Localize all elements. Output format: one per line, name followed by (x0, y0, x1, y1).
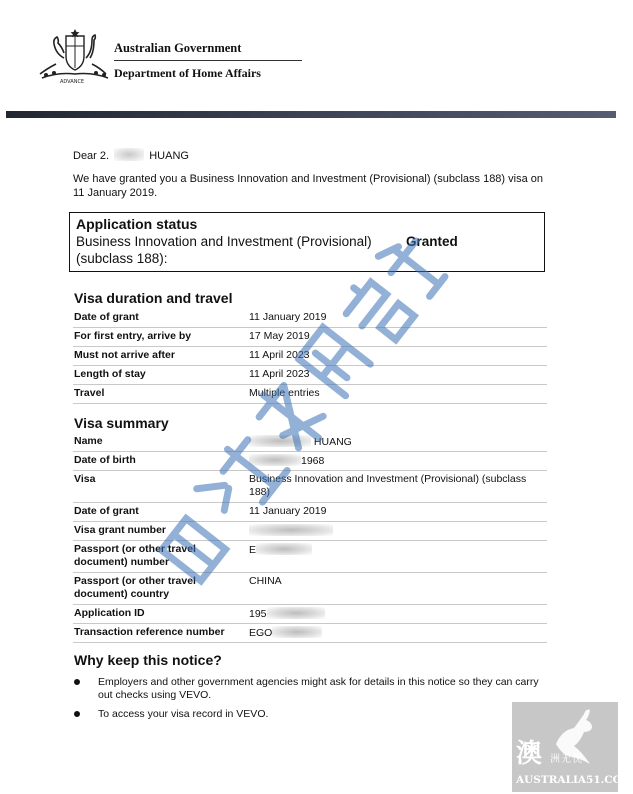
table-row (73, 541, 547, 573)
table-row (73, 328, 547, 347)
dob-value: 1968 (301, 455, 325, 467)
row-value (249, 607, 539, 621)
salutation-partial: 2. (99, 150, 110, 162)
svg-text:ADVANCE: ADVANCE (60, 79, 85, 85)
row-value (249, 626, 539, 640)
row-label: Date of grant (74, 505, 139, 517)
table-row (73, 433, 547, 452)
row-value: 11 April 2023 (249, 368, 310, 380)
government-name: Australian Government (114, 41, 242, 55)
list-item-text: Employers and other government agencies might ask for details in this notice so they can carry out checks using VEVO. (98, 676, 539, 701)
salutation-prefix: Dear (73, 150, 97, 162)
table-row (73, 452, 547, 471)
row-value (249, 543, 539, 557)
table-row (73, 503, 547, 522)
row-value: 11 January 2019 (249, 505, 327, 517)
coat-of-arms-icon (36, 28, 112, 84)
row-value: 11 April 2023 (249, 349, 310, 361)
bullet-icon (74, 679, 80, 685)
row-value: 17 May 2019 (249, 330, 310, 342)
row-value: Multiple entries (249, 387, 320, 399)
header-divider (114, 60, 302, 61)
letterhead (36, 28, 336, 90)
redacted-value (249, 435, 311, 447)
row-label: Length of stay (74, 368, 146, 380)
intro-paragraph: We have granted you a Business Innovation and Investment (Provisional) (subclass 188) visa on 11 January 2019. (73, 173, 543, 199)
redacted-value (249, 524, 333, 536)
row-label: Travel (74, 387, 105, 399)
redacted-value (267, 607, 325, 619)
table-row (73, 522, 547, 541)
why-keep-list (74, 676, 544, 727)
table-row (73, 573, 547, 605)
row-value (249, 524, 539, 538)
logo-site: AUSTRALIA51.COM (516, 774, 633, 786)
application-id-value: 195 (249, 608, 267, 620)
row-label: Name (74, 435, 103, 447)
logo-tagline: 洲无忧 (550, 754, 583, 765)
list-item (74, 676, 544, 702)
visa-duration-table (73, 309, 547, 404)
header-bar (6, 111, 616, 118)
visa-duration-title: Visa duration and travel (74, 290, 233, 306)
salutation-surname: HUANG (149, 150, 189, 162)
redacted-value (272, 626, 322, 638)
name-value: HUANG (313, 436, 352, 448)
row-value (249, 454, 539, 468)
table-row (73, 605, 547, 624)
bullet-icon (74, 711, 80, 717)
row-value (249, 435, 539, 449)
redacted-value (256, 543, 312, 555)
row-value: 11 January 2019 (249, 311, 327, 323)
application-status-box (69, 212, 545, 272)
row-label: Passport (or other travel document) country (74, 575, 196, 600)
redacted-value (249, 454, 301, 466)
row-label: Transaction reference number (74, 626, 225, 638)
visa-summary-title: Visa summary (74, 415, 169, 431)
row-label: Date of grant (74, 311, 139, 323)
row-label: Visa grant number (74, 524, 166, 536)
table-row (73, 385, 547, 404)
row-label: Date of birth (74, 454, 136, 466)
transaction-ref-value: EGO (249, 627, 273, 639)
table-row (73, 624, 547, 643)
department-name: Department of Home Affairs (114, 66, 261, 80)
visa-name-line1: Business Innovation and Investment (Provisional) (76, 234, 372, 249)
salutation (73, 148, 189, 162)
row-label: Visa (74, 473, 96, 485)
table-row (73, 309, 547, 328)
visa-summary-table (73, 433, 547, 643)
status-granted: Granted (406, 234, 458, 249)
why-keep-title: Why keep this notice? (74, 652, 222, 668)
table-row (73, 366, 547, 385)
list-item (74, 708, 544, 721)
table-row (73, 471, 547, 503)
row-label: Application ID (74, 607, 145, 619)
redacted-name (114, 148, 144, 161)
list-item-text: To access your visa record in VEVO. (98, 708, 269, 720)
passport-number-value: E (249, 544, 257, 556)
row-label: For first entry, arrive by (74, 330, 192, 342)
row-value: Business Innovation and Investment (Provisional) (subclass 188) (249, 473, 527, 498)
corner-logo (512, 702, 633, 792)
visa-name-line2: (subclass 188): (76, 251, 168, 266)
row-value: CHINA (249, 575, 282, 587)
logo-mark: 澳 (516, 739, 543, 769)
application-status-body (76, 233, 538, 267)
application-status-title: Application status (76, 216, 198, 232)
row-label: Must not arrive after (74, 349, 175, 361)
table-row (73, 347, 547, 366)
row-label: Passport (or other travel document) number (74, 543, 196, 568)
